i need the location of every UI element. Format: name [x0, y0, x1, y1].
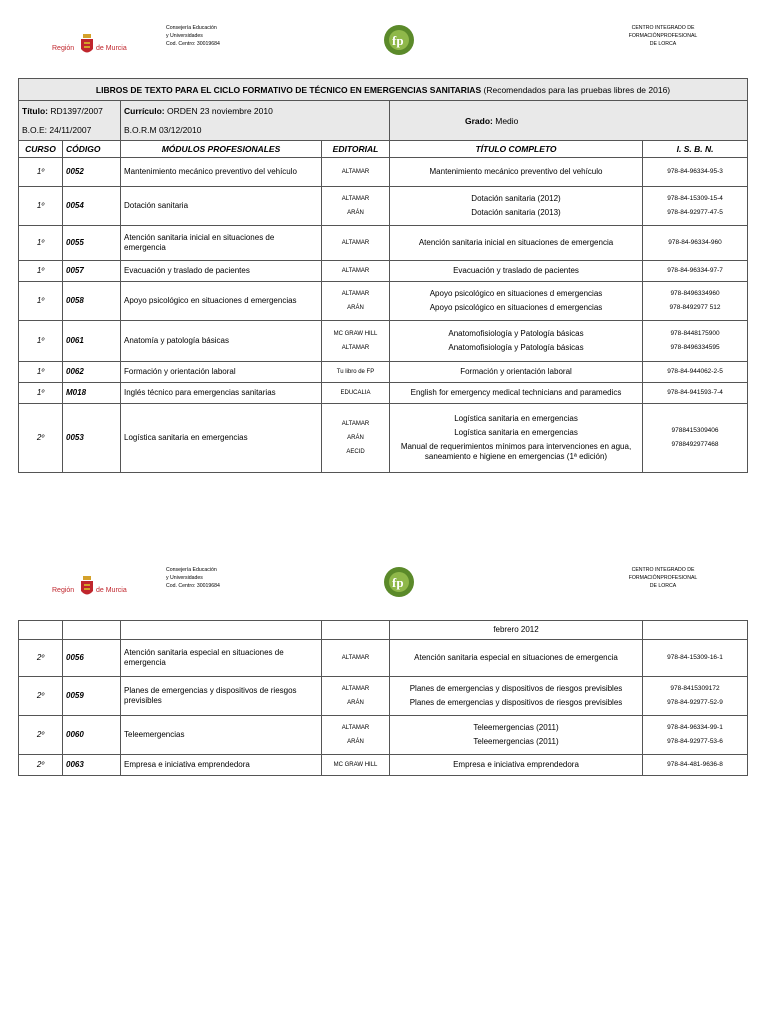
curriculo-cell: [121, 101, 390, 121]
curriculo-label: Currículo:: [124, 105, 165, 116]
editorial-line: MC GRAW HILL: [333, 331, 378, 337]
titulo-label: Título:: [22, 105, 48, 116]
textbooks-table-continued: [18, 620, 748, 776]
consejeria-line: Consejería Educación: [166, 567, 217, 573]
consejeria-block: [166, 24, 220, 48]
codigo-cell: 0055: [63, 226, 121, 261]
isbn-line: 9788492977468: [671, 441, 719, 448]
modulo-cell: Dotación sanitaria: [121, 187, 322, 226]
isbn-cell: [643, 261, 748, 282]
isbn-cell: [643, 755, 748, 776]
titulo-cell: [390, 321, 643, 362]
region-logo-text-left: Región: [52, 587, 75, 594]
modulo-cell: Mantenimiento mecánico preventivo del vehículo: [121, 158, 322, 187]
table-row: [19, 383, 748, 404]
editorial-cell: [322, 383, 390, 404]
curso-cell: 1º: [19, 261, 63, 282]
editorial-line: ALTAMAR: [341, 686, 370, 692]
region-murcia-logo: [52, 576, 134, 604]
col-codigo: CÓDIGO: [63, 141, 121, 158]
grado-value: Medio: [495, 115, 519, 126]
codigo-cell: 0063: [63, 755, 121, 776]
titulo-line: Teleemergencias (2011): [473, 723, 559, 732]
isbn-cell: [643, 404, 748, 473]
table-row: [19, 282, 748, 321]
empty-cell: [121, 621, 322, 640]
centro-line: FORMACIÓNPROFESIONAL: [628, 33, 698, 39]
page-header-2: [0, 566, 768, 616]
curso-cell: 1º: [19, 158, 63, 187]
table-row: [19, 187, 748, 226]
isbn-line: 978-84-481-9636-8: [667, 761, 723, 768]
isbn-line: 978-84-15309-15-4: [667, 195, 723, 202]
curso-cell: 2º: [19, 716, 63, 755]
titulo-line: Teleemergencias (2011): [473, 737, 559, 746]
codigo-cell: 0061: [63, 321, 121, 362]
table-row: [19, 755, 748, 776]
consejeria-block: [166, 566, 220, 590]
titulo-line: Atención sanitaria especial en situaciones de emergencia: [414, 653, 618, 662]
curso-cell: 1º: [19, 362, 63, 383]
isbn-cell: [643, 677, 748, 716]
grado-cell: [390, 101, 748, 141]
titulo-line: Evacuación y traslado de pacientes: [453, 266, 579, 275]
editorial-line: ALTAMAR: [341, 169, 370, 175]
modulo-cell: Atención sanitaria especial en situaciones de emergencia: [121, 640, 322, 677]
modulo-cell: Evacuación y traslado de pacientes: [121, 261, 322, 282]
modulo-cell: Empresa e iniciativa emprendedora: [121, 755, 322, 776]
titulo-cell: [390, 261, 643, 282]
consejeria-line: Consejería Educación: [166, 25, 217, 31]
isbn-line: 978-8496334595: [670, 344, 720, 351]
codigo-cell: 0057: [63, 261, 121, 282]
isbn-cell: [643, 383, 748, 404]
editorial-cell: [322, 404, 390, 473]
titulo-cell: [390, 716, 643, 755]
isbn-line: 978-84-96334-95-3: [667, 168, 723, 175]
isbn-line: 978-8448175900: [670, 330, 720, 337]
titulo-line: Apoyo psicológico en situaciones d emergencias: [429, 289, 603, 298]
titulo-line: Formación y orientación laboral: [460, 367, 572, 376]
editorial-line: ARÁN: [347, 435, 364, 441]
empty-cell: [63, 621, 121, 640]
col-curso: CURSO: [19, 141, 63, 158]
codigo-cell: 0058: [63, 282, 121, 321]
isbn-line: 978-8492977 512: [669, 304, 721, 311]
modulo-cell: Inglés técnico para emergencias sanitarias: [121, 383, 322, 404]
table-row: [19, 226, 748, 261]
editorial-line: ARÁN: [347, 210, 364, 216]
consejeria-line: Cod. Centro: 30019684: [166, 583, 220, 589]
editorial-line: ALTAMAR: [341, 240, 370, 246]
empty-cell: [643, 621, 748, 640]
table-body-2: [19, 640, 748, 776]
titulo-line: Dotación sanitaria (2012): [471, 194, 561, 203]
titulo-cell: [390, 640, 643, 677]
title-main: LIBROS DE TEXTO PARA EL CICLO FORMATIVO DE TÉCNICO EN EMERGENCIAS SANITARIAS: [95, 84, 482, 95]
codigo-cell: 0054: [63, 187, 121, 226]
isbn-cell: [643, 321, 748, 362]
titulo-line: Planes de emergencias y dispositivos de riesgos previsibles: [409, 684, 623, 693]
titulo-line: Anatomofisiología y Patología básicas: [448, 329, 584, 338]
isbn-cell: [643, 158, 748, 187]
editorial-line: ALTAMAR: [341, 268, 370, 274]
isbn-cell: [643, 187, 748, 226]
codigo-cell: 0060: [63, 716, 121, 755]
isbn-line: 978-84-96334-99-1: [667, 724, 723, 731]
table-row: [19, 677, 748, 716]
titulo-cell: [390, 158, 643, 187]
titulo-cell: [390, 226, 643, 261]
region-crest-icon: [80, 576, 94, 598]
textbooks-table: [18, 78, 748, 473]
continued-row: [19, 621, 748, 640]
centro-line: CENTRO INTEGRADO DE: [631, 567, 695, 573]
fp-logo-text: fp: [392, 575, 404, 590]
editorial-line: ARÁN: [347, 739, 364, 745]
isbn-line: 978-84-941593-7-4: [667, 389, 723, 396]
col-titulo: TÍTULO COMPLETO: [390, 141, 643, 158]
region-logo-text-left: Región: [52, 45, 75, 52]
isbn-cell: [643, 716, 748, 755]
curso-cell: 1º: [19, 187, 63, 226]
isbn-cell: [643, 282, 748, 321]
table-row: [19, 321, 748, 362]
curso-cell: 1º: [19, 226, 63, 261]
isbn-line: 978-84-92977-52-9: [667, 699, 723, 706]
col-editorial: EDITORIAL: [322, 141, 390, 158]
editorial-line: ALTAMAR: [341, 655, 370, 661]
table-row: [19, 640, 748, 677]
centro-line: DE LORCA: [649, 41, 677, 47]
codigo-cell: 0052: [63, 158, 121, 187]
centro-block: [618, 24, 708, 48]
borm-cell: B.O.R.M 03/12/2010: [121, 120, 390, 141]
region-murcia-logo: [52, 34, 134, 62]
codigo-cell: 0059: [63, 677, 121, 716]
titulo-line: English for emergency medical technicians and paramedics: [410, 388, 622, 397]
titulo-line: Apoyo psicológico en situaciones d emergencias: [429, 303, 603, 312]
page-header-1: [0, 24, 768, 74]
editorial-line: ALTAMAR: [341, 725, 370, 731]
titulo-line: Dotación sanitaria (2013): [471, 208, 561, 217]
curso-cell: 2º: [19, 640, 63, 677]
editorial-cell: [322, 261, 390, 282]
grado-label: Grado:: [465, 115, 493, 126]
titulo-value: RD1397/2007: [50, 105, 103, 116]
modulo-cell: Atención sanitaria inicial en situaciones de emergencia: [121, 226, 322, 261]
isbn-line: 978-84-15309-16-1: [667, 654, 723, 661]
titulo-line: Manual de requerimientos mínimos para intervenciones en agua, saneamiento e higiene en emergencias (1ª edición): [400, 442, 632, 461]
codigo-cell: 0056: [63, 640, 121, 677]
codigo-cell: M018: [63, 383, 121, 404]
titulo-cell: [390, 282, 643, 321]
isbn-line: 978-84-944062-2-5: [667, 368, 723, 375]
titulo-line: Anatomofisiología y Patología básicas: [448, 343, 584, 352]
editorial-line: Tu libro de FP: [336, 369, 375, 375]
table-title: [19, 79, 748, 101]
boe-cell: B.O.E: 24/11/2007: [19, 120, 121, 141]
editorial-cell: [322, 716, 390, 755]
col-isbn: I. S. B. N.: [643, 141, 748, 158]
titulo-line: Mantenimiento mecánico preventivo del vehículo: [429, 167, 603, 176]
modulo-cell: Logística sanitaria en emergencias: [121, 404, 322, 473]
table-body-1: [19, 158, 748, 473]
consejeria-line: y Universidades: [166, 575, 203, 581]
isbn-cell: [643, 362, 748, 383]
table-title-row: [19, 79, 748, 101]
fp-logo-icon: [383, 24, 415, 58]
col-modulos: MÓDULOS PROFESIONALES: [121, 141, 322, 158]
centro-line: CENTRO INTEGRADO DE: [631, 25, 695, 31]
isbn-line: 978-84-96334-960: [668, 239, 722, 246]
editorial-line: AECID: [346, 449, 365, 455]
editorial-line: ALTAMAR: [341, 421, 370, 427]
titulo-line: Logística sanitaria en emergencias: [454, 428, 578, 437]
fp-logo-text: fp: [392, 33, 404, 48]
isbn-line: 978-8496334960: [670, 290, 720, 297]
fp-logo-icon: [383, 566, 415, 600]
empty-cell: [19, 621, 63, 640]
meta-row-1: [19, 101, 748, 121]
table-row: [19, 716, 748, 755]
titulo-line: Logística sanitaria en emergencias: [454, 414, 578, 423]
curso-cell: 2º: [19, 404, 63, 473]
centro-line: DE LORCA: [649, 583, 677, 589]
editorial-cell: [322, 321, 390, 362]
modulo-cell: Teleemergencias: [121, 716, 322, 755]
editorial-line: ALTAMAR: [341, 196, 370, 202]
centro-line: FORMACIÓNPROFESIONAL: [628, 575, 698, 581]
editorial-line: EDUCALIA: [340, 390, 371, 396]
title-recommendation: (Recomendados para las pruebas libres de 2016): [483, 84, 671, 95]
curso-cell: 1º: [19, 282, 63, 321]
empty-cell: [322, 621, 390, 640]
region-crest-icon: [80, 34, 94, 56]
table-row: [19, 362, 748, 383]
modulo-cell: Anatomía y patología básicas: [121, 321, 322, 362]
editorial-line: MC GRAW HILL: [333, 762, 378, 768]
editorial-line: ARÁN: [347, 700, 364, 706]
titulo-line: Planes de emergencias y dispositivos de riesgos previsibles: [409, 698, 623, 707]
editorial-line: ARÁN: [347, 305, 364, 311]
modulo-cell: Formación y orientación laboral: [121, 362, 322, 383]
column-header-row: [19, 141, 748, 158]
editorial-cell: [322, 362, 390, 383]
titulo-line: Atención sanitaria inicial en situaciones de emergencia: [418, 238, 614, 247]
continued-title: febrero 2012: [390, 621, 643, 640]
curso-cell: 1º: [19, 321, 63, 362]
isbn-line: 978-84-96334-97-7: [667, 267, 723, 274]
isbn-line: 978-84-92977-53-6: [667, 738, 723, 745]
titulo-cell: [390, 755, 643, 776]
titulo-cell: [390, 383, 643, 404]
curso-cell: 1º: [19, 383, 63, 404]
region-logo-text-right: de Murcia: [96, 587, 127, 594]
modulo-cell: Planes de emergencias y dispositivos de riesgos previsibles: [121, 677, 322, 716]
titulo-line: Empresa e iniciativa emprendedora: [453, 760, 579, 769]
curso-cell: 2º: [19, 755, 63, 776]
isbn-cell: [643, 226, 748, 261]
centro-block: [618, 566, 708, 590]
editorial-line: ALTAMAR: [341, 345, 370, 351]
titulo-cell: [390, 677, 643, 716]
editorial-cell: [322, 677, 390, 716]
table-row: [19, 158, 748, 187]
isbn-line: 978-84-92977-47-5: [667, 209, 723, 216]
editorial-cell: [322, 755, 390, 776]
titulo-cell: [390, 362, 643, 383]
titulo-cell: [390, 404, 643, 473]
titulo-cell: [390, 187, 643, 226]
editorial-cell: [322, 282, 390, 321]
consejeria-line: Cod. Centro: 30019684: [166, 41, 220, 47]
editorial-cell: [322, 187, 390, 226]
codigo-cell: 0062: [63, 362, 121, 383]
table-row: [19, 404, 748, 473]
editorial-line: ALTAMAR: [341, 291, 370, 297]
isbn-cell: [643, 640, 748, 677]
consejeria-line: y Universidades: [166, 33, 203, 39]
table-row: [19, 261, 748, 282]
curso-cell: 2º: [19, 677, 63, 716]
curriculo-value: ORDEN 23 noviembre 2010: [167, 105, 273, 116]
editorial-cell: [322, 640, 390, 677]
region-logo-text-right: de Murcia: [96, 45, 127, 52]
modulo-cell: Apoyo psicológico en situaciones d emergencias: [121, 282, 322, 321]
isbn-line: 9788415309406: [671, 427, 719, 434]
isbn-line: 978-8415309172: [670, 685, 720, 692]
editorial-cell: [322, 226, 390, 261]
titulo-cell: [19, 101, 121, 121]
codigo-cell: 0053: [63, 404, 121, 473]
editorial-cell: [322, 158, 390, 187]
